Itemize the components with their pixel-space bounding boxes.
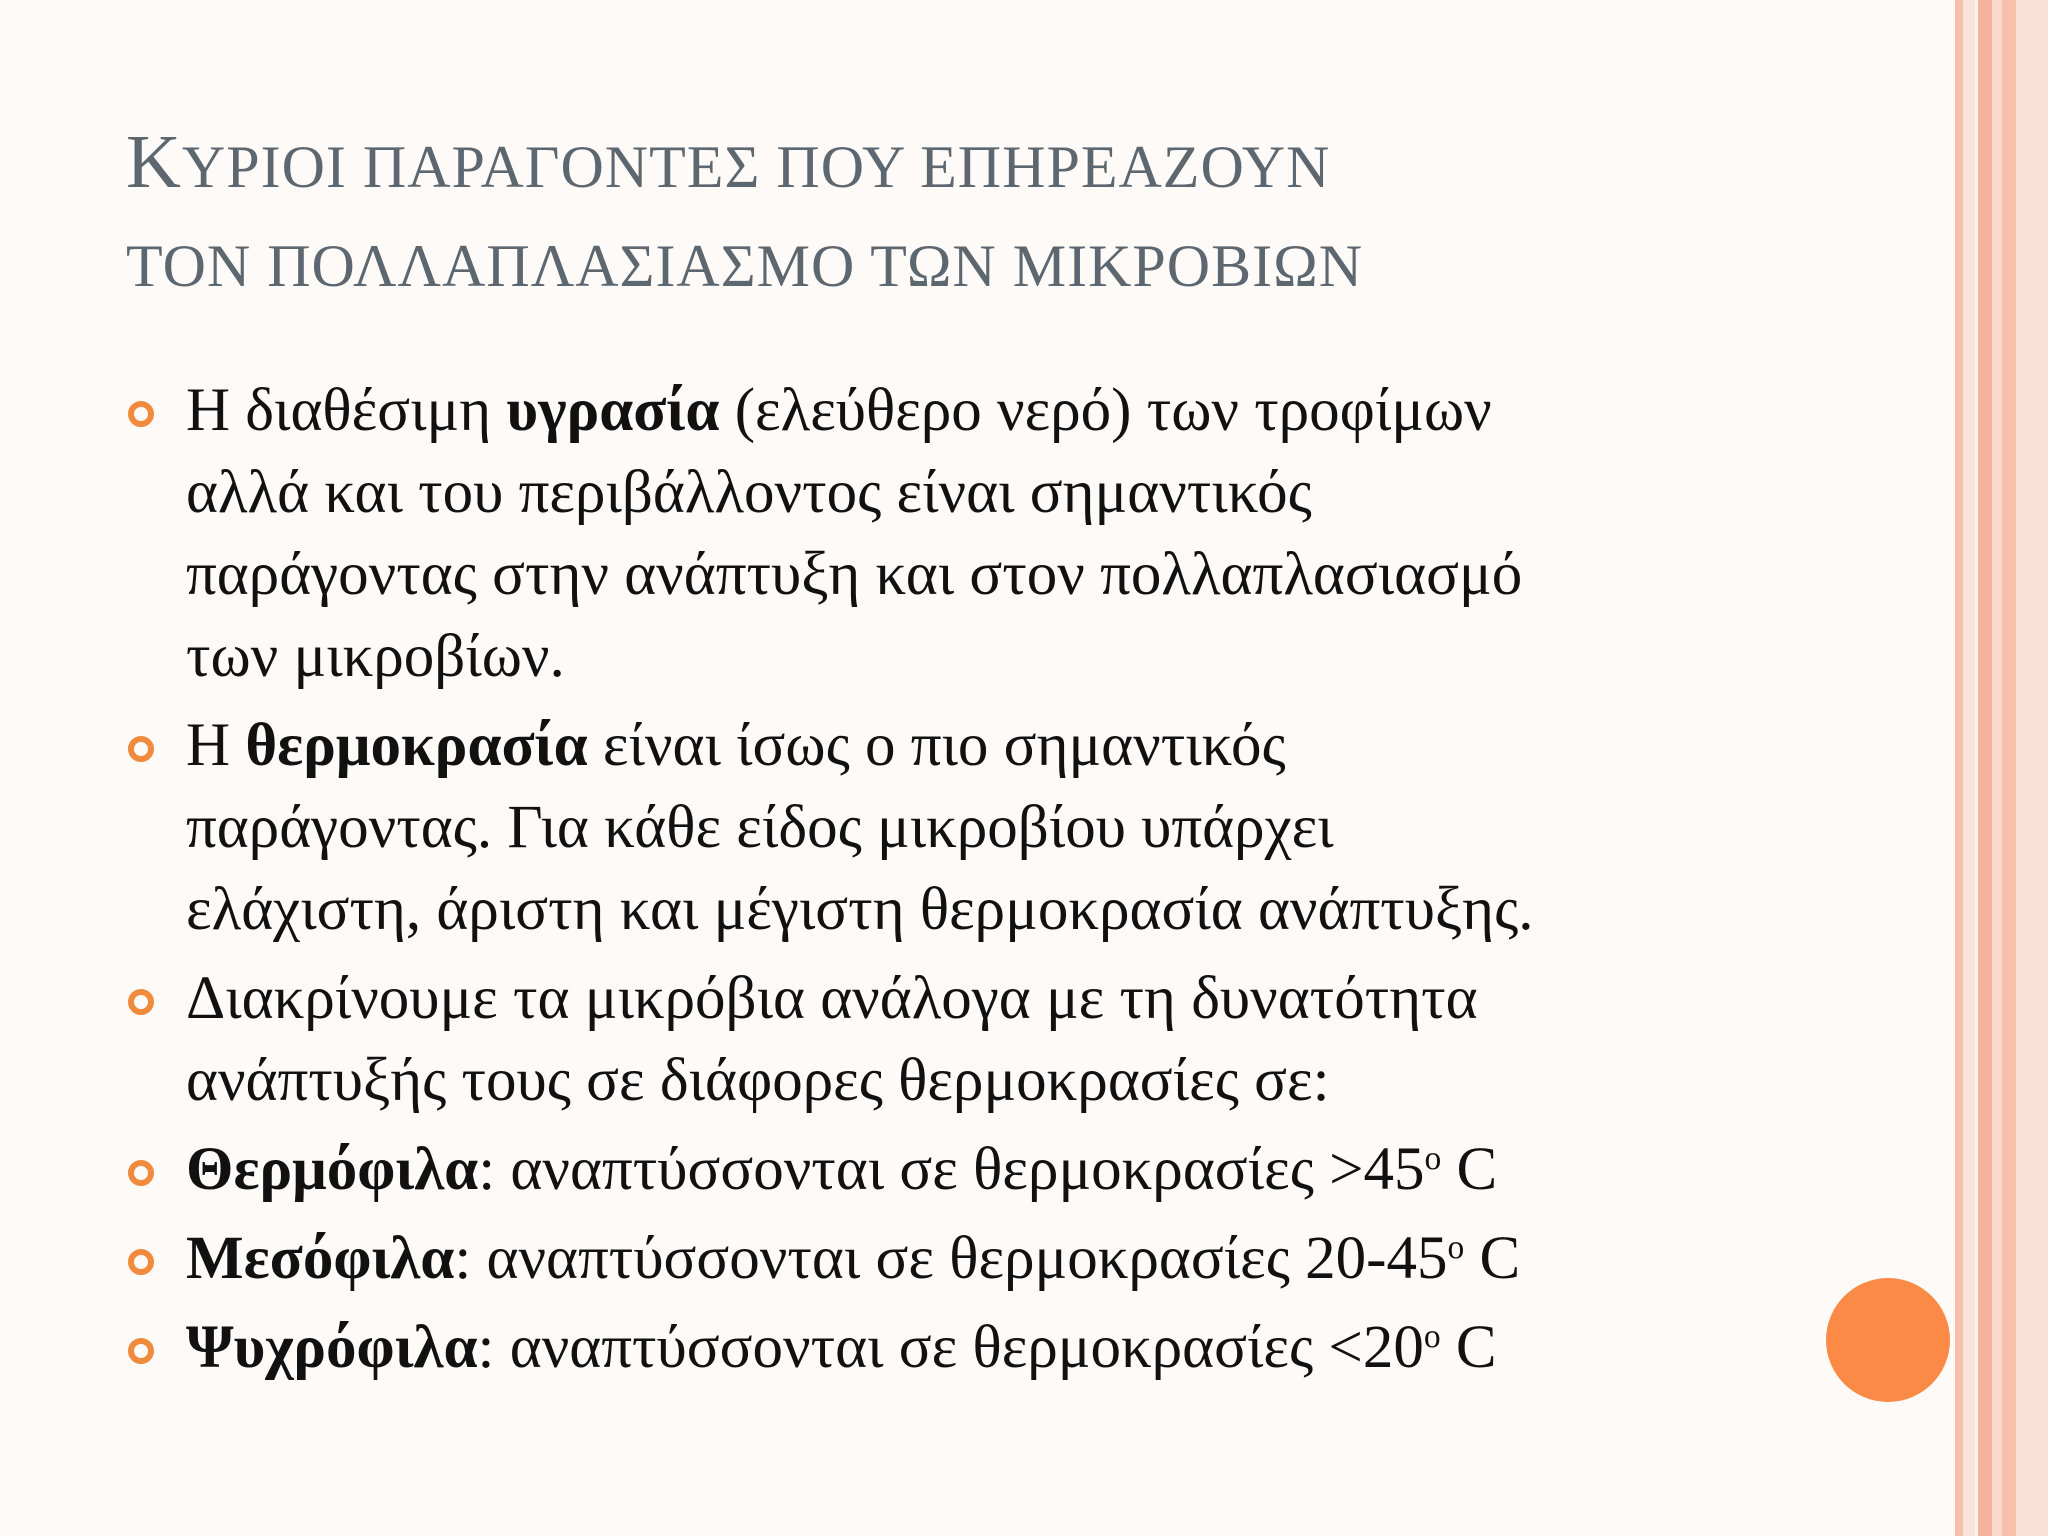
unit-text: C xyxy=(1464,1225,1521,1292)
bullet-keyword: Ψυχρόφιλα xyxy=(186,1314,478,1381)
bullet-line xyxy=(186,1307,1926,1389)
degree-superscript: ο xyxy=(1423,1317,1441,1355)
title-line-1 xyxy=(126,110,1906,214)
unit-text: C xyxy=(1440,1314,1497,1381)
bullet-text: : αναπτύσσονται σε θερμοκρασίες 20-45 xyxy=(454,1225,1448,1292)
bullet-line xyxy=(186,1129,1926,1211)
degree-superscript: ο xyxy=(1424,1139,1442,1177)
bullet-text: είναι ίσως ο πιο σημαντικός xyxy=(587,712,1286,779)
bullet-text: (ελεύθερο νερό) των τροφίμων xyxy=(719,377,1492,444)
bullet-line: των μικροβίων. xyxy=(186,623,565,690)
decorative-stripe xyxy=(1978,0,1992,1536)
bullet-line xyxy=(186,370,1926,452)
bullet-mesophiles xyxy=(126,1218,1926,1300)
bullet-line: ανάπτυξής τους σε διάφορες θερμοκρασίες σε: xyxy=(186,1047,1330,1114)
bullet-list xyxy=(126,370,1926,1396)
bullet-text: : αναπτύσσονται σε θερμοκρασίες >45 xyxy=(478,1136,1425,1203)
bullet-keyword: θερμοκρασία xyxy=(245,712,588,779)
bullet-psychrophiles xyxy=(126,1307,1926,1389)
bullet-line xyxy=(186,705,1926,787)
bullet-icon xyxy=(128,1338,154,1364)
bullet-icon xyxy=(128,401,154,427)
bullet-icon xyxy=(128,1160,154,1186)
title-line-2: ΤΟΝ ΠΟΛΛΑΠΛΑΣΙΑΣΜΟ ΤΩΝ ΜΙΚΡΟΒΙΩΝ xyxy=(126,233,1364,299)
bullet-text: Η διαθέσιμη xyxy=(186,377,507,444)
bullet-line: ελάχιστη, άριστη και μέγιστη θερμοκρασία ανάπτυξης. xyxy=(186,876,1534,943)
decorative-stripe xyxy=(1992,0,2002,1536)
bullet-icon xyxy=(128,736,154,762)
bullet-line: παράγοντας στην ανάπτυξη και στον πολλαπλασιασμό xyxy=(186,541,1523,608)
bullet-line: Διακρίνουμε τα μικρόβια ανάλογα με τη δυνατότητα xyxy=(186,965,1478,1032)
bullet-temperature xyxy=(126,705,1926,951)
decorative-stripe xyxy=(1963,0,1975,1536)
unit-text: C xyxy=(1441,1136,1498,1203)
bullet-line: αλλά και του περιβάλλοντος είναι σημαντικός xyxy=(186,459,1312,526)
bullet-text: : αναπτύσσονται σε θερμοκρασίες <20 xyxy=(477,1314,1424,1381)
slide-title xyxy=(126,110,1906,318)
bullet-keyword: υγρασία xyxy=(506,377,720,444)
title-initial: Κ xyxy=(126,120,182,204)
decorative-stripe xyxy=(2016,0,2048,1536)
bullet-text: Η xyxy=(186,712,246,779)
bullet-classification xyxy=(126,958,1926,1122)
orange-circle-decoration xyxy=(1826,1278,1950,1402)
bullet-icon xyxy=(128,1249,154,1275)
bullet-line: παράγοντας. Για κάθε είδος μικροβίου υπάρχει xyxy=(186,794,1334,861)
decorative-stripe xyxy=(2002,0,2016,1536)
bullet-keyword: Θερμόφιλα xyxy=(186,1136,479,1203)
bullet-icon xyxy=(128,989,154,1015)
degree-superscript: ο xyxy=(1447,1228,1465,1266)
bullet-keyword: Μεσόφιλα xyxy=(186,1225,455,1292)
bullet-thermophiles xyxy=(126,1129,1926,1211)
bullet-humidity xyxy=(126,370,1926,698)
title-line-1-text: ΥΡΙΟΙ ΠΑΡΑΓΟΝΤΕΣ ΠΟΥ ΕΠΗΡΕΑΖΟΥΝ xyxy=(181,134,1331,200)
bullet-line xyxy=(186,1218,1926,1300)
decorative-stripe xyxy=(1955,0,1963,1536)
